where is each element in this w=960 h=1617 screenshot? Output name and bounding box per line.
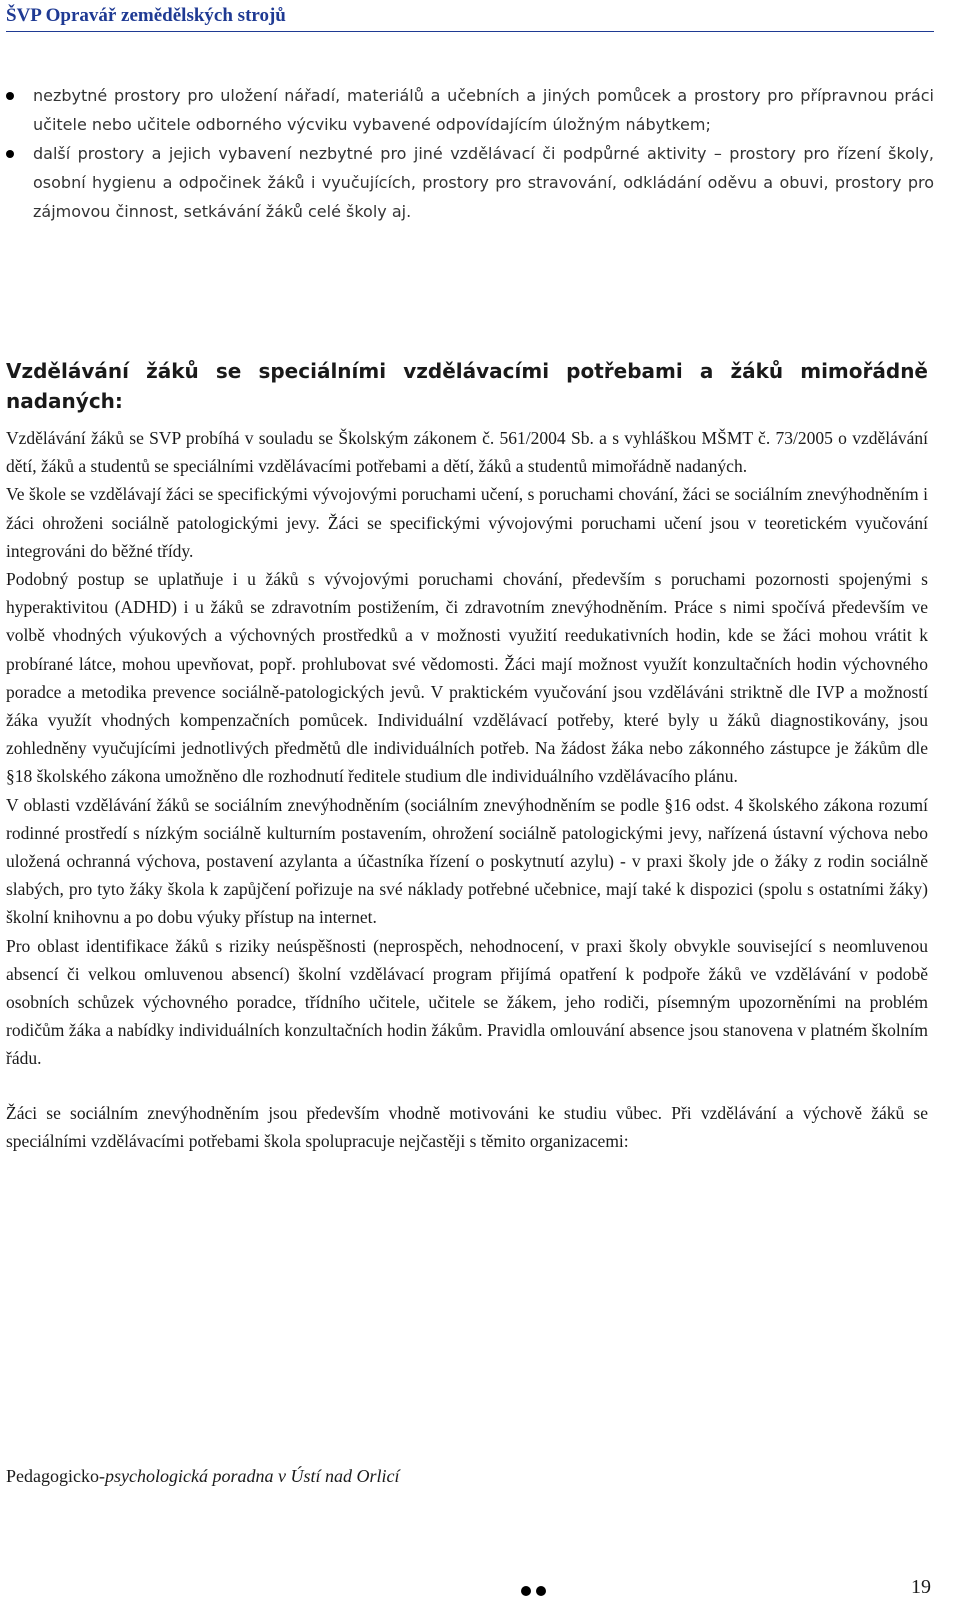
list-item — [33, 81, 934, 139]
organization-prefix: Pedagogicko- — [6, 1466, 105, 1486]
document-header-title: ŠVP Opravář zemědělských strojů — [6, 5, 286, 26]
list-item-text: nezbytné prostory pro uložení nářadí, materiálů a učebních a jiných pomůcek a prostory pro přípravnou práci učitele nebo učitele odborného výcviku vybavené odpovídajícím úložným nábytkem; — [33, 86, 934, 134]
section-body — [6, 424, 928, 1155]
section-heading: Vzdělávání žáků se speciálními vzdělávacími potřebami a žáků mimořádně nadaných: — [6, 359, 928, 413]
list-item-text: další prostory a jejich vybavení nezbytné pro jiné vzdělávací či podpůrné aktivity – prostory pro řízení školy, osobní hygienu a odpočinek žáků i vyučujících, prostory pro stravování, odkládání oděvu a obuvi, prostory pro zájmovou činnost, setkávání žáků celé školy aj. — [33, 144, 934, 221]
organization-name — [6, 1462, 399, 1490]
bullet-icon — [6, 92, 14, 100]
paragraph-failure-risk: Pro oblast identifikace žáků s riziky neúspěšnosti (neprospěch, nehodnocení, v praxi školy obvykle související s neomluvenou absencí či velkou omluvenou absencí) školní vzdělávací program přijímá opatření k podpoře žáků ve vzdělávání v podobě osobních schůzek výchovného poradce, třídního učitele, učitele se žákem, jeho rodiči, písemným upozorněními na problém rodičům žáka a nabídky individuálních konzultačních hodin žákům. Pravidla omlouvání absence jsou stanovena v platném školním řádu. — [6, 935, 928, 1069]
organization-italic: psychologická poradna v Ústí nad Orlicí — [104, 1466, 400, 1486]
bullet-list — [0, 81, 960, 226]
list-item — [33, 139, 934, 226]
paragraph-learning-disorders: Ve škole se vzdělávají žáci se specifickými vývojovými poruchami učení, s poruchami chování, žáci se sociálním znevýhodněním i žáci ohroženi sociálně patologickými jevy. Žáci se specifickými vývojovými poruchami učení jsou v teoretickém vyučování integrováni do běžné třídy. — [6, 484, 928, 561]
paragraph-legislation: Vzdělávání žáků se SVP probíhá v souladu se Školským zákonem č. 561/2004 Sb. a s vyhláškou MŠMT č. 73/2005 o vzdělávání dětí, žáků a studentů se speciálními vzdělávacími potřebami a dětí, žáků a studentů mimořádně nadaných. — [6, 428, 928, 477]
paragraph-behavior-disorders: Podobný postup se uplatňuje i u žáků s vývojovými poruchami chování, především s poruchami pozornosti spojenými s hyperaktivitou (ADHD) i u žáků se zdravotním postižením, či zdravotním znevýhodněním. Práce s nimi spočívá především ve volbě vhodných výukových a výchovných prostředků a v možnosti využití reedukativních hodin, kde se žáci mohou vrátit k probírané látce, mohou upevňovat, popř. prohlubovat své vědomosti. Žáci mají možnost využít konzultačních hodin výchovného poradce a metodika prevence sociálně-patologických jevů. V praktickém vyučování jsou vzděláváni striktně dle IVP a možností žáka využít vhodných kompenzačních pomůcek. Individuální vzdělávací potřeby, které byly u žáků diagnostikovány, jsou zohledněny vyučujícími jednotlivých předmětů dle individuálních potřeb. Na žádost žáka nebo zákonného zástupce je žákům dle §18 školského zákona umožněno dle rozhodnutí ředitele studium dle individuálního vzdělávacího plánu. — [6, 569, 928, 787]
header-divider — [6, 31, 934, 32]
bullet-icon — [6, 150, 14, 158]
page-number: 19 — [911, 1576, 931, 1598]
paragraph-social-disadvantage: V oblasti vzdělávání žáků se sociálním znevýhodněním (sociálním znevýhodněním se podle §16 odst. 4 školského zákona rozumí rodinné prostředí s nízkým sociálně kulturním postavením, ohrožení sociálně patologickými jevy, nařízená ústavní výchova nebo uložená ochranná výchova, postavení azylanta a účastníka řízení o poskytnutí azylu) - v praxi školy jde o žáky z rodin sociálně slabých, pro tyto žáky škola k zapůjčení pořizuje na své náklady potřebné učebnice, mají také k dispozici (spolu s ostatními žáky) školní knihovnu a po dobu výuky přístup na internet. — [6, 794, 928, 928]
footer-dots-icon — [521, 1584, 551, 1596]
paragraph-cooperation: Žáci se sociálním znevýhodněním jsou především vhodně motivováni ke studiu vůbec. Při vzdělávání a výchově žáků se speciálními vzdělávacími potřebami škola spolupracuje nejčastěji s těmito organizacemi: — [6, 1102, 928, 1151]
